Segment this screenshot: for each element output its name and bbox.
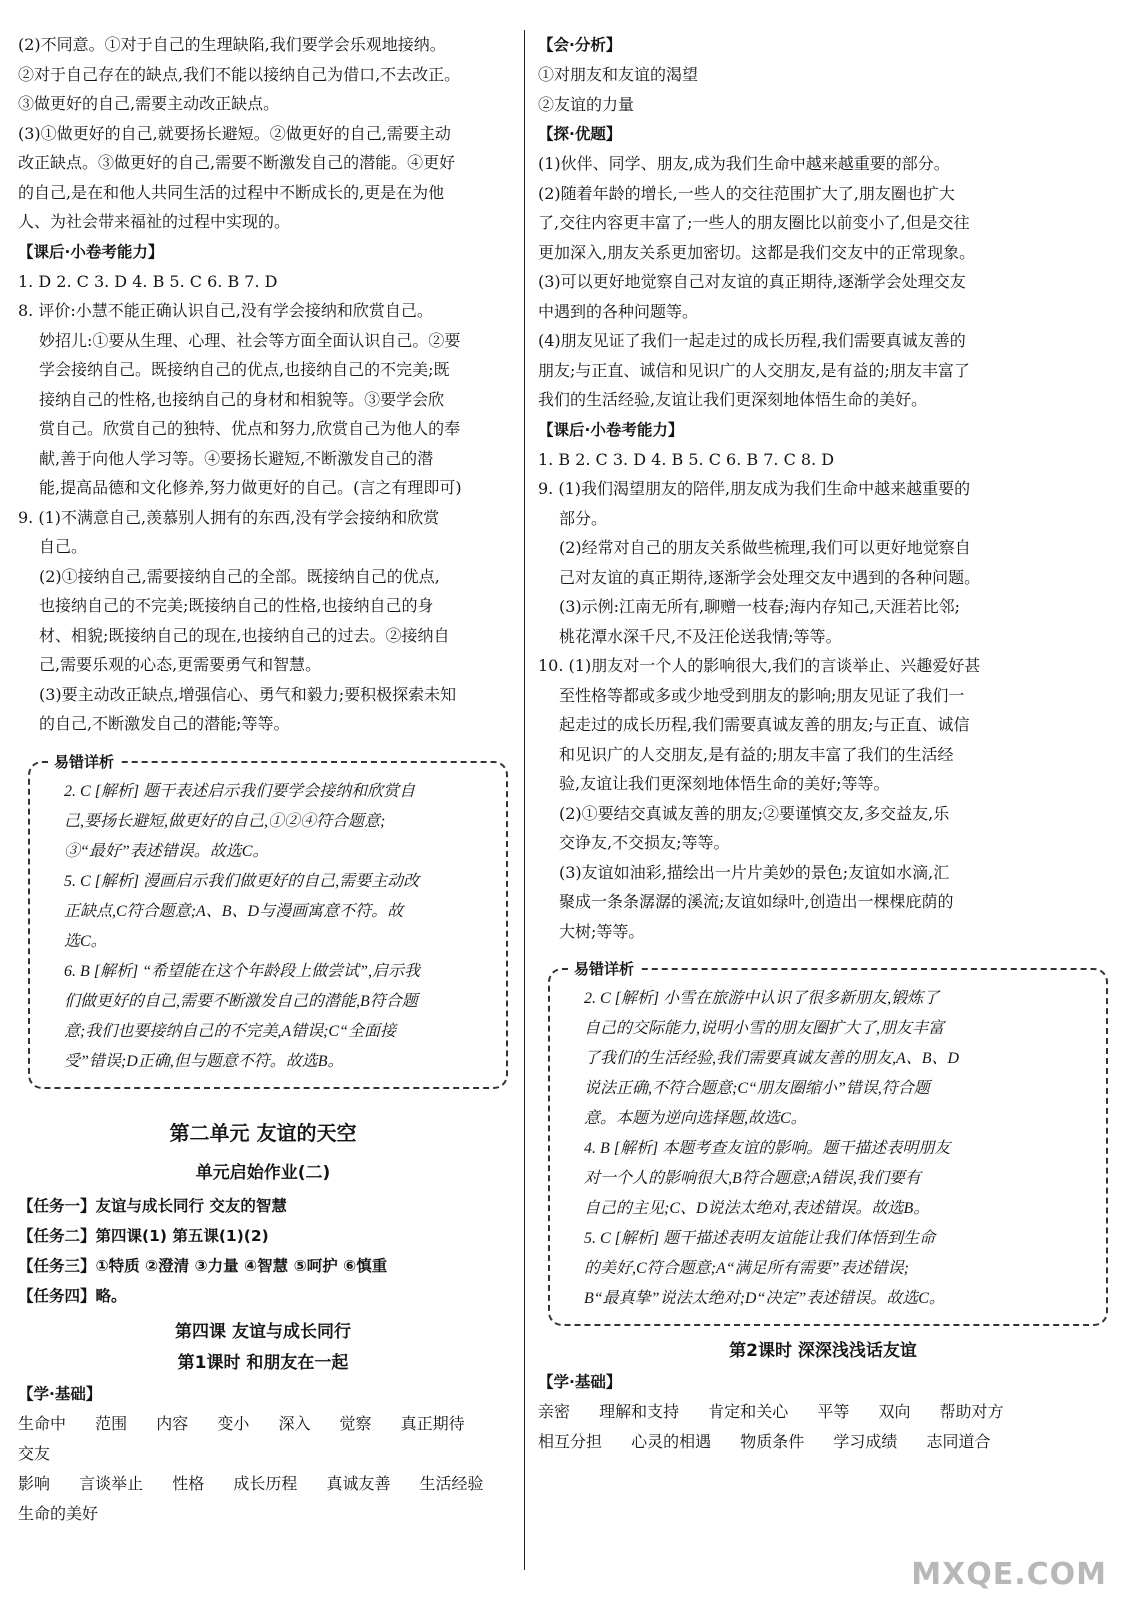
box-label: 易错详析 (48, 751, 120, 772)
text-line: 起走过的成长历程,我们需要真诚友善的朋友;与正直、诚信 (559, 715, 970, 734)
keyword: 真正期待 (400, 1413, 465, 1433)
box-line: 己,要扬长避短,做更好的自己,①②④符合题意; (64, 812, 386, 830)
keyword-row (18, 1499, 508, 1529)
keyword: 帮助对方 (939, 1402, 1004, 1421)
text-line: 自己。 (39, 537, 88, 556)
answer-line: 1. B 2. C 3. D 4. B 5. C 6. B 7. C 8. D (538, 449, 835, 469)
text-line: 至性格等都或多或少地受到朋友的影响;朋友见证了我们一 (559, 685, 965, 705)
lesson-title: 第四课 友谊与成长同行 (175, 1321, 351, 1342)
box-line: 的美好,C符合题意;A“满足所有需要”表述错误; (584, 1260, 909, 1277)
keyword: 心灵的相遇 (631, 1432, 712, 1451)
text-line: 更加深入,朋友关系更加密切。这都是我们交友中的正常现象。 (538, 242, 976, 262)
box-line: 意;我们也要接纳自己的不完美,A错误;C“全面接 (64, 1022, 397, 1040)
text-line: (2)①要结交真诚友善的朋友;②要谨慎交友,多交益友,乐 (559, 803, 950, 823)
text-line: 中遇到的各种问题等。 (538, 301, 699, 321)
text-line: 赏自己。欣赏自己的独特、优点和努力,欣赏自己为他人的奉 (39, 419, 461, 438)
box-line: 5. C [解析] 题干描述表明友谊能让我们体悟到生命 (584, 1230, 936, 1247)
text-line: 验,友谊让我们更深刻地体悟生命的美好;等等。 (559, 774, 890, 793)
text-line: 改正缺点。③做更好的自己,需要不断激发自己的潜能。④更好 (18, 153, 456, 172)
text-line: (2)经常对自己的朋友关系做些梳理,我们可以更好地觉察自 (559, 538, 971, 557)
text-line: 材、相貌;既接纳自己的现在,也接纳自己的过去。②接纳自 (39, 625, 450, 645)
keyword-row (18, 1469, 508, 1499)
keyword: 深入 (278, 1413, 311, 1433)
section-heading: 【会·分析】 (538, 36, 622, 54)
box-line: B“最真挚”说法太绝对;D“决定”表述错误。故选C。 (584, 1290, 945, 1307)
section-heading: 【学·基础】 (18, 1384, 102, 1403)
keyword: 志同道合 (926, 1432, 991, 1451)
text-line: (1)伙伴、同学、朋友,成为我们生命中越来越重要的部分。 (538, 154, 950, 173)
text-line: 和见识广的人交朋友,是有益的;朋友丰富了我们的生活经 (559, 744, 954, 764)
keyword-row (18, 1409, 508, 1469)
keyword: 性格 (172, 1473, 205, 1493)
keyword: 觉察 (339, 1413, 372, 1433)
left-column (18, 30, 508, 1529)
keyword: 生活经验 (419, 1473, 484, 1493)
keyword: 学习成绩 (833, 1432, 898, 1451)
box-line: 们做更好的自己,需要不断激发自己的潜能,B符合题 (64, 992, 418, 1010)
text-line: 10. (1)朋友对一个人的影响很大,我们的言谈举止、兴趣爱好甚 (538, 656, 981, 675)
text-line: (2)不同意。①对于自己的生理缺陷,我们要学会乐观地接纳。 (18, 35, 446, 54)
keyword: 平等 (817, 1402, 850, 1421)
keyword: 理解和支持 (599, 1402, 680, 1421)
box-line: 自己的主见;C、D说法太绝对,表述错误。故选B。 (584, 1200, 930, 1217)
text-line: 大树;等等。 (559, 921, 645, 941)
section-heading: 【学·基础】 (538, 1373, 622, 1391)
box-line: 5. C [解析] 漫画启示我们做更好的自己,需要主动改 (64, 872, 420, 890)
text-line: 妙招儿:①要从生理、心理、社会等方面全面认识自己。②要 (39, 330, 461, 350)
box-line: 受”错误;D正确,但与题意不符。故选B。 (64, 1052, 344, 1070)
text-line: 能,提高品德和文化修养,努力做更好的自己。(言之有理即可) (39, 478, 462, 497)
text-line: (3)可以更好地觉察自己对友谊的真正期待,逐渐学会处理交友 (538, 272, 966, 291)
text-line: 的自己,是在和他人共同生活的过程中不断成长的,更是在为他 (18, 182, 445, 202)
error-analysis-box (548, 960, 1108, 1326)
text-line: (2)随着年龄的增长,一些人的交往范围扩大了,朋友圈也扩大 (538, 183, 955, 203)
period-title: 第2课时 深深浅浅话友谊 (729, 1341, 917, 1361)
unit-subtitle: 单元启始作业(二) (195, 1162, 331, 1183)
keyword: 生命的美好 (18, 1503, 99, 1523)
text-line: (3)①做更好的自己,就要扬长避短。②做更好的自己,需要主动 (18, 123, 451, 143)
text-line: ②友谊的力量 (538, 94, 635, 114)
text-line: (3)要主动改正缺点,增强信心、勇气和毅力;要积极探索未知 (39, 684, 457, 704)
box-line: 对一个人的影响很大,B符合题意;A错误,我们要有 (584, 1170, 921, 1187)
watermark-logo: MXQE.COM (911, 1557, 1107, 1592)
keyword: 变小 (217, 1413, 250, 1433)
right-column (538, 30, 1108, 1457)
task-line: 【任务四】略。 (18, 1286, 127, 1305)
keyword: 双向 (878, 1402, 911, 1421)
text-line: 己对友谊的真正期待,逐渐学会处理交友中遇到的各种问题。 (559, 567, 981, 587)
error-analysis-box (28, 752, 508, 1089)
section-heading: 【探·优题】 (538, 125, 622, 143)
task-line: 【任务三】①特质 ②澄清 ③力量 ④智慧 ⑤呵护 ⑥慎重 (18, 1256, 388, 1275)
box-line: 2. C [解析] 小雪在旅游中认识了很多新朋友,锻炼了 (584, 990, 940, 1007)
text-line: (3)示例:江南无所有,聊赠一枝春;海内存知己,天涯若比邻; (559, 597, 961, 616)
period-title: 第1课时 和朋友在一起 (177, 1352, 349, 1373)
box-line: 意。本题为逆向选择题,故选C。 (584, 1110, 807, 1127)
keyword: 成长历程 (233, 1473, 298, 1493)
keyword: 交友 (18, 1443, 51, 1463)
text-line: 己,需要乐观的心态,更需要勇气和智慧。 (39, 655, 322, 674)
text-line: 部分。 (559, 508, 608, 528)
text-line: 9. (1)我们渴望朋友的陪伴,朋友成为我们生命中越来越重要的 (538, 479, 971, 498)
box-line: 4. B [解析] 本题考查友谊的影响。题干描述表明朋友 (584, 1140, 951, 1157)
text-line: 9. (1)不满意自己,羡慕别人拥有的东西,没有学会接纳和欣赏 (18, 507, 440, 527)
box-line: 选C。 (64, 932, 107, 950)
text-line: 聚成一条条潺潺的溪流;友谊如绿叶,创造出一棵棵庇荫的 (559, 892, 954, 911)
text-line: 桃花潭水深千尺,不及汪伦送我情;等等。 (559, 626, 842, 646)
keyword: 肯定和关心 (708, 1402, 789, 1421)
text-line: ③做更好的自己,需要主动改正缺点。 (18, 94, 280, 113)
box-label: 易错详析 (568, 958, 640, 979)
text-line: (2)①接纳自己,需要接纳自己的全部。既接纳自己的优点, (39, 566, 440, 586)
text-line: 我们的生活经验,友谊让我们更深刻地体悟生命的美好。 (538, 390, 928, 409)
box-line: 正缺点,C符合题意;A、B、D与漫画寓意不符。故 (64, 902, 404, 920)
keyword-row (538, 1397, 1108, 1427)
keyword: 范围 (95, 1413, 128, 1433)
text-line: 人、为社会带来福祉的过程中实现的。 (18, 212, 291, 231)
unit-title: 第二单元 友谊的天空 (169, 1120, 357, 1145)
section-heading: 【课后·小卷考能力】 (538, 420, 684, 439)
keyword: 生命中 (18, 1413, 67, 1433)
section-heading: 【课后·小卷考能力】 (18, 242, 164, 261)
text-line: (4)朋友见证了我们一起走过的成长历程,我们需要真诚友善的 (538, 331, 966, 350)
answer-line: 1. D 2. C 3. D 4. B 5. C 6. B 7. D (18, 271, 278, 291)
text-line: ②对于自己存在的缺点,我们不能以接纳自己为借口,不去改正。 (18, 64, 461, 84)
keyword: 真诚友善 (326, 1473, 391, 1493)
box-line: ③“最好”表述错误。故选C。 (64, 842, 269, 860)
text-line: 接纳自己的性格,也接纳自己的身材和相貌等。③要学会欣 (39, 389, 445, 409)
text-line: 了,交往内容更丰富了;一些人的朋友圈比以前变小了,但是交往 (538, 213, 970, 232)
keyword: 内容 (156, 1413, 189, 1433)
text-line: ①对朋友和友谊的渴望 (538, 65, 699, 84)
box-line: 了我们的生活经验,我们需要真诚友善的朋友,A、B、D (584, 1050, 960, 1067)
text-line: 8. 评价:小慧不能正确认识自己,没有学会接纳和欣赏自己。 (18, 301, 433, 320)
text-line: 献,善于向他人学习等。④要扬长避短,不断激发自己的潜 (39, 448, 434, 468)
task-line: 【任务一】友谊与成长同行 交友的智慧 (18, 1196, 287, 1215)
keyword: 影响 (18, 1473, 51, 1493)
box-line: 说法正确,不符合题意;C“朋友圈缩小”错误,符合题 (584, 1080, 930, 1097)
text-line: 的自己,不断激发自己的潜能;等等。 (39, 714, 290, 733)
keyword: 相互分担 (538, 1432, 603, 1451)
box-line: 自己的交际能力,说明小雪的朋友圈扩大了,朋友丰富 (584, 1020, 945, 1037)
keyword: 言谈举止 (79, 1473, 144, 1493)
task-line: 【任务二】第四课(1) 第五课(1)(2) (18, 1226, 269, 1245)
box-line: 2. C [解析] 题干表述启示我们要学会接纳和欣赏自 (64, 782, 416, 800)
box-line: 6. B [解析] “希望能在这个年龄段上做尝试”,启示我 (64, 962, 421, 980)
text-line: 学会接纳自己。既接纳自己的优点,也接纳自己的不完美;既 (39, 360, 450, 379)
text-line: 朋友;与正直、诚信和见识广的人交朋友,是有益的;朋友丰富了 (538, 360, 970, 380)
text-line: (3)友谊如油彩,描绘出一片片美妙的景色;友谊如水滴,汇 (559, 862, 950, 882)
keyword-row (538, 1427, 1108, 1457)
keyword: 物质条件 (740, 1432, 805, 1451)
keyword: 亲密 (538, 1402, 571, 1421)
text-line: 也接纳自己的不完美;既接纳自己的性格,也接纳自己的身 (39, 596, 434, 615)
text-line: 交诤友,不交损友;等等。 (559, 833, 730, 852)
column-divider (524, 30, 525, 1570)
